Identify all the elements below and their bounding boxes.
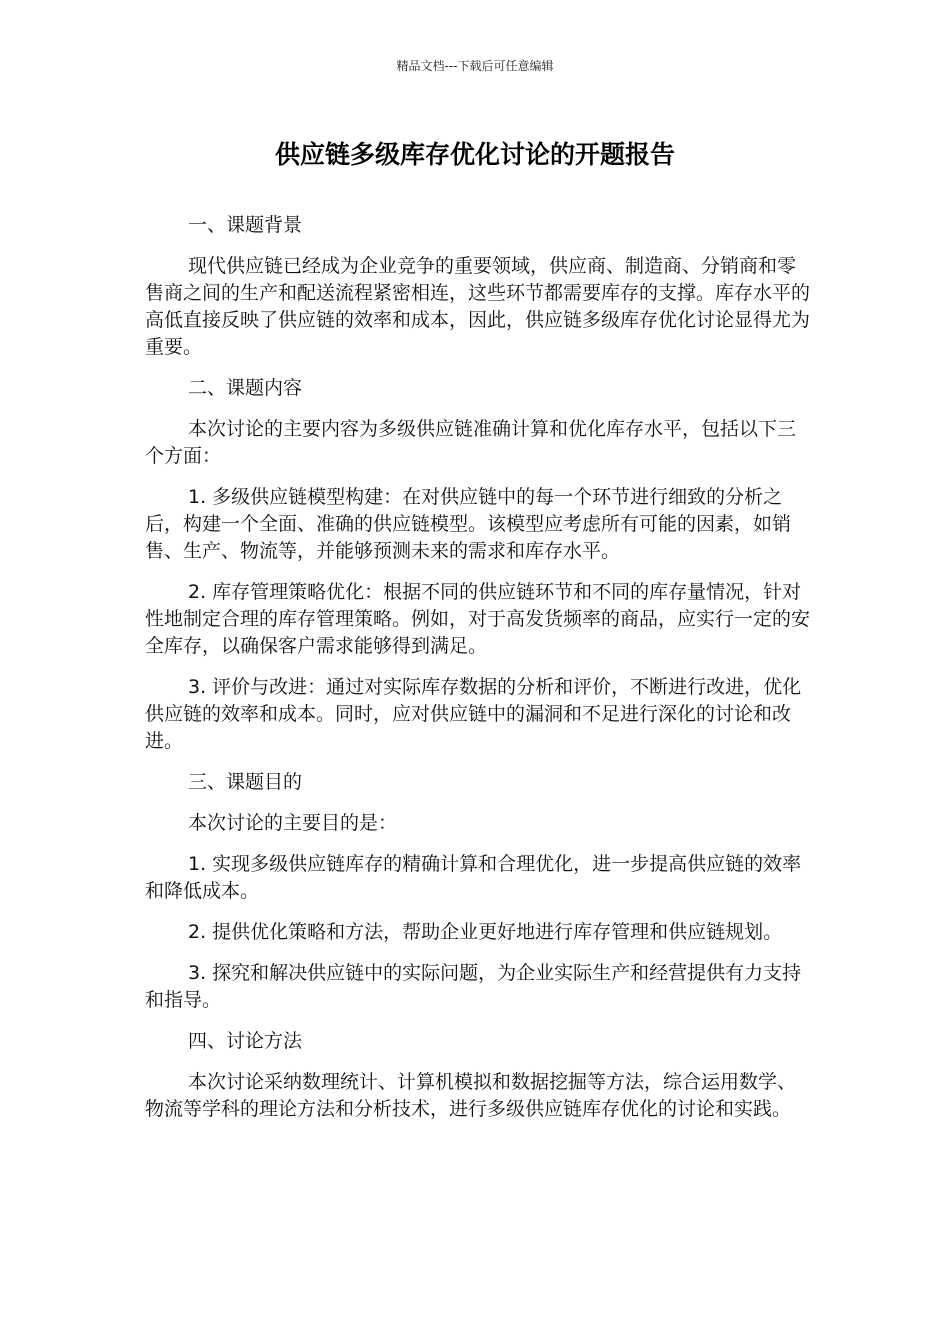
paragraph-content-item-2: 2. 库存管理策略优化：根据不同的供应链环节和不同的库存量情况，针对性地制定合理的库存管理策略。例如，对于高发货频率的商品，应实行一定的安全库存，以确保客户需求能够得到满足。 (145, 581, 811, 657)
section-heading-content: 二、课题内容 (188, 377, 303, 399)
section-heading-objectives: 三、课题目的 (188, 771, 303, 793)
paragraph-objectives-item-1: 1. 实现多级供应链库存的精确计算和合理优化，进一步提高供应链的效率和降低成本。 (145, 853, 802, 902)
paragraph-objectives-item-2: 2. 提供优化策略和方法，帮助企业更好地进行库存管理和供应链规划。 (188, 921, 783, 943)
paragraph-content-intro: 本次讨论的主要内容为多级供应链准确计算和优化库存水平，包括以下三个方面： (145, 418, 797, 467)
header-note: 精品文档---下载后可任意编辑 (396, 59, 554, 73)
paragraph-background-1: 现代供应链已经成为企业竞争的重要领域，供应商、制造商、分销商和零售商之间的生产和配送流程紧密相连，这些环节都需要库存的支撑。库存水平的高低直接反映了供应链的效率和成本，因此，供应链多级库存优化讨论显得尤为重要。 (145, 255, 811, 358)
document-title: 供应链多级库存优化讨论的开题报告 (274, 140, 675, 169)
section-heading-background: 一、课题背景 (188, 214, 303, 236)
paragraph-content-item-1: 1. 多级供应链模型构建：在对供应链中的每一个环节进行细致的分析之后，构建一个全面、准确的供应链模型。该模型应考虑所有可能的因素，如销售、生产、物流等，并能够预测未来的需求和库存水平。 (145, 486, 792, 562)
document-body (145, 212, 810, 1137)
paragraph-objectives-intro: 本次讨论的主要目的是： (188, 812, 398, 834)
paragraph-methods-1: 本次讨论采纳数理统计、计算机模拟和数据挖掘等方法，综合运用数学、物流等学科的理论方法和分析技术，进行多级供应链库存优化的讨论和实践。 (145, 1071, 797, 1120)
paragraph-content-item-3: 3. 评价与改进：通过对实际库存数据的分析和评价，不断进行改进，优化供应链的效率和成本。同时，应对供应链中的漏洞和不足进行深化的讨论和改进。 (145, 676, 802, 752)
section-heading-methods: 四、讨论方法 (188, 1030, 303, 1052)
paragraph-objectives-item-3: 3. 探究和解决供应链中的实际问题，为企业实际生产和经营提供有力支持和指导。 (145, 962, 802, 1011)
